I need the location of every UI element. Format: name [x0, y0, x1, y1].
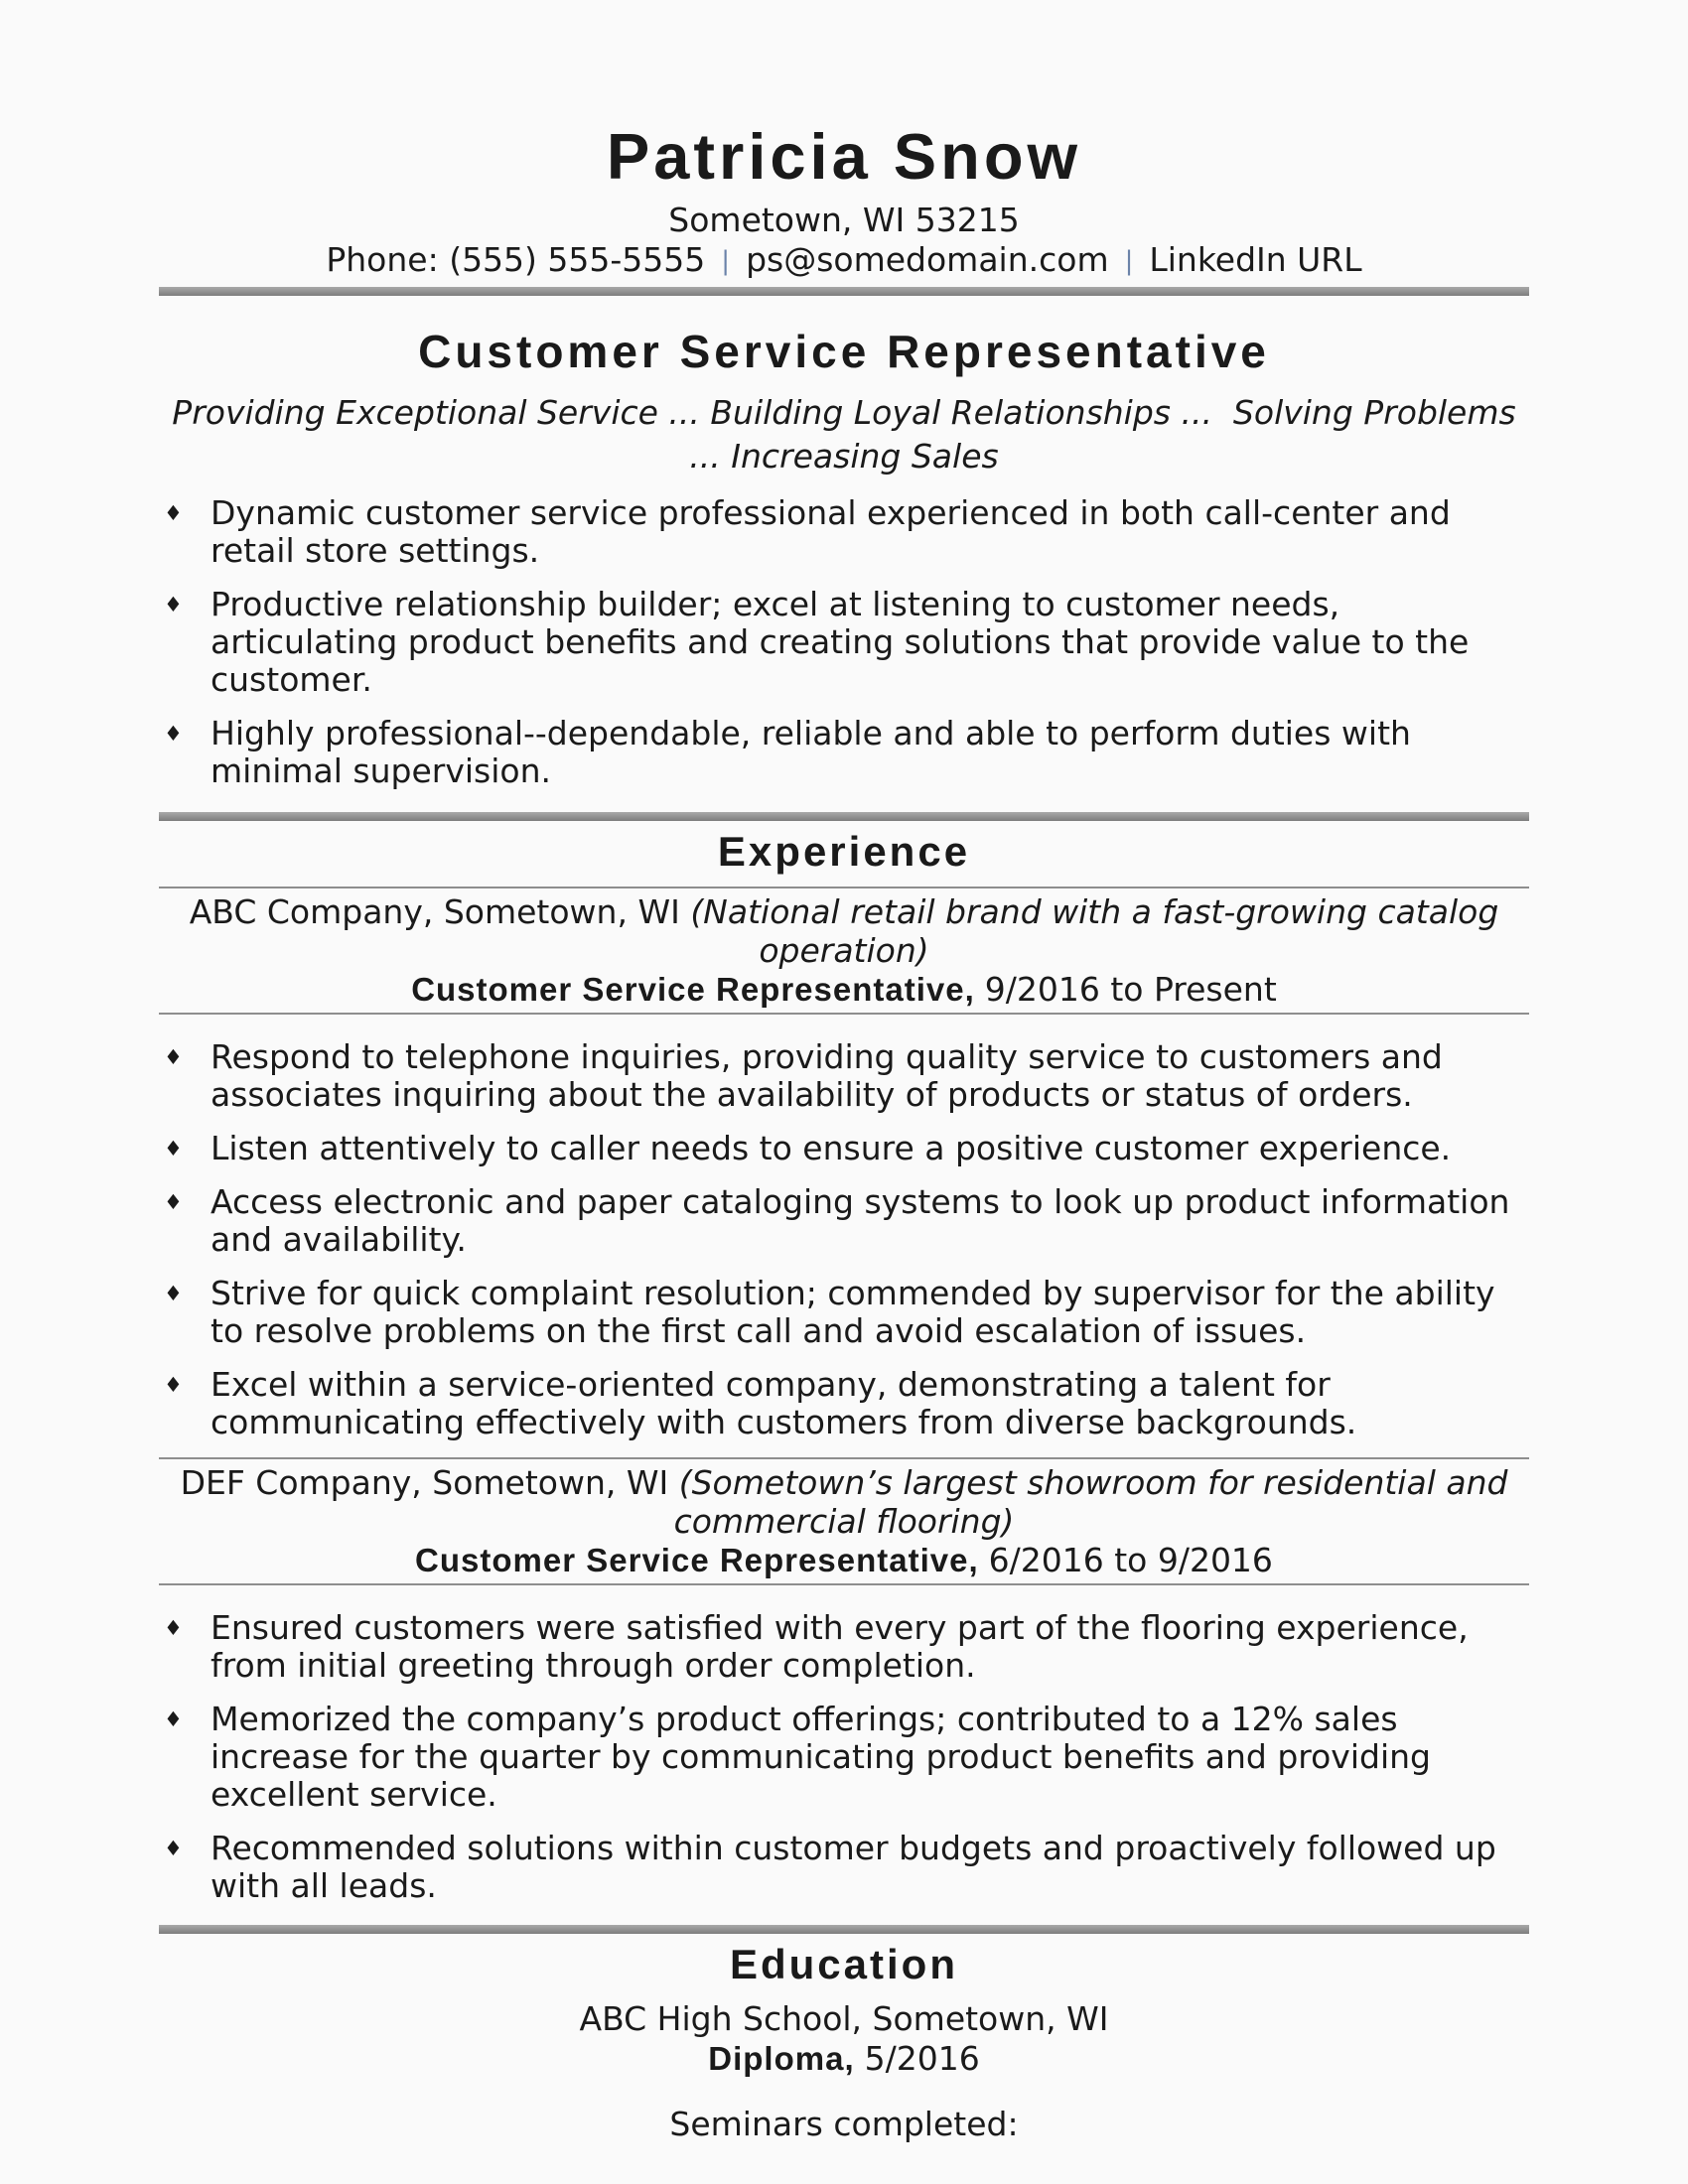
seminars-line: Seminars completed:: [669, 2105, 1019, 2143]
pipe-separator-icon: |: [721, 246, 731, 276]
job-bullet-text: Excel within a service-oriented company, demonstrating a talent for communicating effectively with customers from diverse backgrounds.: [211, 1365, 1357, 1441]
job-title-line: [159, 970, 1529, 1009]
diamond-bullet-icon: ♦: [164, 1190, 183, 1214]
job-bullet-text: Ensured customers were satisfied with every part of the flooring experience, from initial greeting through order completion.: [211, 1608, 1469, 1685]
diamond-bullet-icon: ♦: [164, 501, 183, 525]
email-text: ps@somedomain.com: [746, 240, 1109, 279]
candidate-location: Sometown, WI 53215: [668, 201, 1020, 239]
job-title: Customer Service Representative,: [411, 971, 975, 1008]
job-bullet: [159, 1275, 1529, 1350]
education-divider: [159, 1925, 1529, 1934]
diamond-bullet-icon: ♦: [164, 1616, 183, 1640]
diploma-line: [159, 2039, 1529, 2079]
job-bullet-text: Respond to telephone inquiries, providing quality service to customers and associates inquiring about the availability of products or status of orders.: [211, 1037, 1443, 1114]
profile-tagline: Providing Exceptional Service ... Building Loyal Relationships ... Solving Problems ... Increasing Sales: [172, 393, 1527, 476]
section-heading-education: Education: [729, 1941, 958, 1987]
summary-item: [159, 494, 1529, 570]
rule: [159, 1013, 1529, 1015]
diamond-bullet-icon: ♦: [164, 1137, 183, 1160]
summary-list: [159, 494, 1529, 790]
diamond-bullet-icon: ♦: [164, 1373, 183, 1397]
summary-item: [159, 586, 1529, 699]
job-bullet-text: Strive for quick complaint resolution; commended by supervisor for the ability to resolve problems on the first call and avoid escalation of issues.: [211, 1274, 1495, 1350]
summary-item-text: Highly professional--dependable, reliable and able to perform duties with minimal supervision.: [211, 714, 1411, 790]
job-bullet: [159, 1183, 1529, 1259]
contact-line: [159, 240, 1529, 281]
experience-divider: [159, 812, 1529, 821]
job-bullet-text: Access electronic and paper cataloging systems to look up product information and availability.: [211, 1182, 1510, 1259]
job-bullet-text: Memorized the company’s product offerings; contributed to a 12% sales increase for the quarter by communicating product benefits and providing excellent service.: [211, 1700, 1431, 1814]
rule: [159, 1583, 1529, 1585]
linkedin-text: LinkedIn URL: [1149, 240, 1362, 279]
phone-text: Phone: (555) 555-5555: [326, 240, 706, 279]
job-header: [159, 1459, 1529, 1583]
diamond-bullet-icon: ♦: [164, 593, 183, 616]
job-dates: 6/2016 to 9/2016: [988, 1541, 1273, 1579]
diamond-bullet-icon: ♦: [164, 722, 183, 746]
job-bullet: [159, 1130, 1529, 1167]
job-entry-def: [159, 1457, 1529, 1905]
company-name: DEF Company, Sometown, WI: [180, 1463, 669, 1502]
job-bullet-list: [159, 1609, 1529, 1905]
job-bullet: [159, 1038, 1529, 1114]
summary-item: [159, 715, 1529, 790]
diamond-bullet-icon: ♦: [164, 1282, 183, 1305]
diamond-bullet-icon: ♦: [164, 1707, 183, 1731]
job-bullet-list: [159, 1038, 1529, 1441]
job-header: [159, 888, 1529, 1013]
diploma-date: 5/2016: [864, 2039, 980, 2078]
resume-header: [159, 0, 1529, 296]
summary-item-text: Dynamic customer service professional experienced in both call-center and retail store settings.: [211, 493, 1451, 570]
company-note: (Sometown’s largest showroom for residential and commercial flooring): [673, 1463, 1508, 1541]
job-bullet-text: Recommended solutions within customer budgets and proactively followed up with all leads.: [211, 1829, 1496, 1905]
profile-title: Customer Service Representative: [418, 326, 1270, 377]
diploma-label: Diploma,: [708, 2040, 855, 2077]
job-bullet: [159, 1366, 1529, 1441]
diamond-bullet-icon: ♦: [164, 1837, 183, 1860]
job-bullet: [159, 1830, 1529, 1905]
pipe-separator-icon: |: [1124, 246, 1134, 276]
diamond-bullet-icon: ♦: [164, 1045, 183, 1069]
job-bullet: [159, 1609, 1529, 1685]
candidate-name: Patricia Snow: [606, 120, 1082, 193]
job-dates: 9/2016 to Present: [984, 970, 1277, 1009]
company-note: (National retail brand with a fast-growing catalog operation): [690, 892, 1499, 970]
job-title-line: [159, 1541, 1529, 1579]
experience-section: [159, 812, 1529, 1905]
header-divider: [159, 287, 1529, 296]
profile-section: [159, 326, 1529, 790]
summary-item-text: Productive relationship builder; excel at listening to customer needs, articulating product benefits and creating solutions that provide value to the customer.: [211, 585, 1470, 699]
school-line: ABC High School, Sometown, WI: [579, 1999, 1109, 2038]
job-bullet: [159, 1701, 1529, 1814]
job-bullet-text: Listen attentively to caller needs to ensure a positive customer experience.: [211, 1129, 1452, 1167]
section-heading-experience: Experience: [717, 828, 971, 875]
company-name: ABC Company, Sometown, WI: [189, 892, 680, 931]
education-section: [159, 1925, 1529, 2144]
job-title: Customer Service Representative,: [415, 1542, 979, 1578]
job-entry-abc: [159, 888, 1529, 1441]
